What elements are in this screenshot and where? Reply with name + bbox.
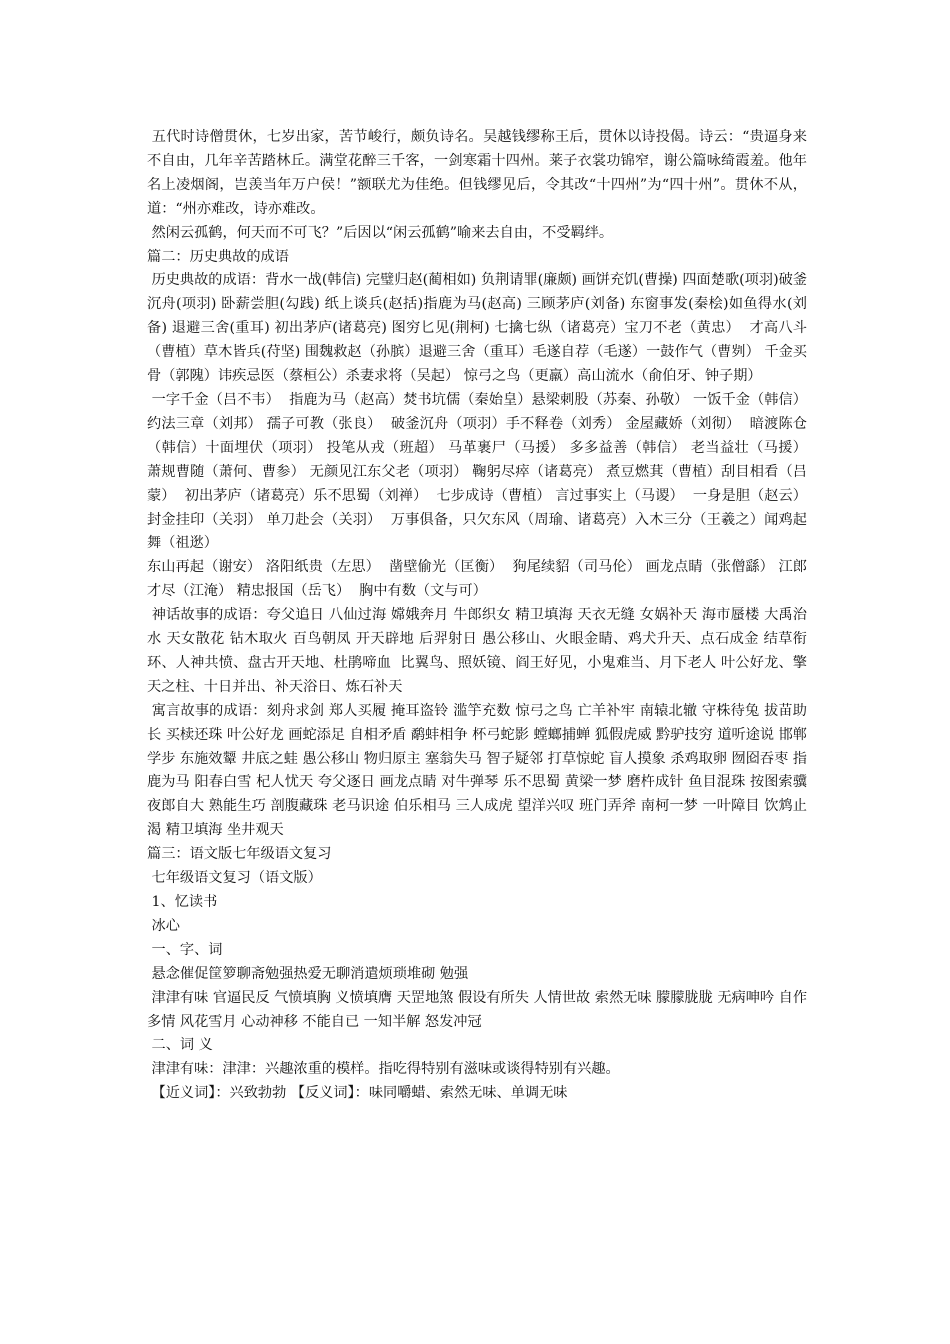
- section-heading-part-three: 篇三：语文版七年级语文复习: [147, 846, 332, 863]
- subsection-heading-meanings: 二、词 义: [147, 1037, 213, 1054]
- lesson-author: 冰心: [147, 917, 180, 934]
- paragraph-guanxiu-story: 五代时诗僧贯休，七岁出家，苦节峻行，颇负诗名。吴越钱缪称王后，贯休以诗投偈。诗云：“贵逼身来不自由，几年辛苦踏林丘。满堂花醉三千客，一剑寒霜十四州。莱子衣裳功锦窄，谢公篇咏绮霞羞。他年名上凌烟阁，岂羡当年万户侯！”额联尤为佳绝。但钱缪见后，令其改“十四州”为“四十州”。贯休不从，道：“州亦难改，诗亦难改。: [147, 129, 807, 217]
- paragraph-myth-idioms: 神话故事的成语：夸父追日 八仙过海 嫦娥奔月 牛郎织女 精卫填海 天衣无缝 女娲补天 海市蜃楼 大禹治水 天女散花 钻木取火 百鸟朝凤 开天辟地 后羿射日 愚公移山、火眼金睛、鸡犬升天、点石成金 结草衔环、人神共愤、盘古开天地、杜鹃啼血 比翼鸟、照妖镜、阎王好见，小鬼难当、月下老人 叶公好龙、擎天之柱、十日并出、补天浴日、炼石补天: [147, 607, 807, 695]
- paragraph-definition: 津津有味：津津：兴趣浓重的模样。指吃得特别有滋味或谈得特别有兴趣。: [147, 1061, 620, 1078]
- paragraph-phrase-list: 津津有味 官逼民反 气愤填胸 义愤填膺 天罡地煞 假设有所失 人情世故 索然无味 朦朦胧胧 无病呻吟 自作多情 风花雪月 心动神移 不能自已 一知半解 怒发冲冠: [147, 989, 808, 1030]
- subsection-heading-words: 一、字、词: [147, 941, 223, 958]
- paragraph-history-idioms-extra: 东山再起（谢安） 洛阳纸贵（左思） 凿壁偷光（匡衡） 狗尾续貂（司马伦） 画龙点睛（张僧繇） 江郎才尽（江淹） 精忠报国（岳飞） 胸中有数（文与可）: [147, 559, 807, 600]
- document-body: [147, 126, 817, 1106]
- review-title: 七年级语文复习（语文版）: [147, 870, 322, 887]
- section-heading-part-two: 篇二：历史典故的成语: [147, 248, 289, 265]
- lesson-title: 1、忆读书: [147, 894, 218, 910]
- paragraph-history-idioms: 历史典故的成语：背水一战(韩信) 完璧归赵(蔺相如) 负荆请罪(廉颇) 画饼充饥(曹操) 四面楚歌(项羽)破釜沉舟(项羽) 卧薪尝胆(勾践) 纸上谈兵(赵括)指鹿为马(赵高) 三顾茅庐(刘备) 东窗事发(秦桧)如鱼得水(刘备) 退避三舍(重耳) 初出茅庐(诸葛亮) 图穷匕见(荆柯) 七擒七纵（诸葛亮）宝刀不老（黄忠） 才高八斗（曹植）草木皆兵(苻坚) 围魏救赵（孙膑）退避三舍（重耳）毛遂自荐（毛遂）一鼓作气（曹刿） 千金买骨（郭隗）讳疾忌医（蔡桓公）杀妻求将（吴起） 惊弓之鸟（更羸）高山流水（俞伯牙、钟子期）: [147, 272, 807, 385]
- paragraph-synonyms-antonyms: 【近义词】：兴致勃勃 【反义词】：味同嚼蜡、索然无味、单调无味: [147, 1085, 568, 1102]
- paragraph-history-idioms-more: 一字千金（吕不韦） 指鹿为马（赵高）焚书坑儒（秦始皇）悬梁刺股（苏秦、孙敬） 一饭千金（韩信）约法三章（刘邦） 孺子可教（张良） 破釜沉舟（项羽）手不释卷（刘秀） 金屋藏娇（刘彻） 暗渡陈仓（韩信）十面埋伏（项羽） 投笔从戎（班超） 马革裹尸（马援） 多多益善（韩信） 老当益壮（马援） 萧规曹随（萧何、曹参） 无颜见江东父老（项羽） 鞠躬尽瘁（诸葛亮） 煮豆燃萁（曹植）刮目相看（吕蒙） 初出茅庐（诸葛亮）乐不思蜀（刘禅） 七步成诗（曹植） 言过事实上（马谡） 一身是胆（赵云） 封金挂印（关羽） 单刀赴会（关羽） 万事俱备，只欠东风（周瑜、诸葛亮）入木三分（王羲之）闻鸡起舞（祖逖）: [147, 391, 817, 552]
- paragraph-word-list: 悬念催促筐箩聊斋勉强热爱无聊消遣烦琐堆砌 勉强: [147, 965, 469, 982]
- paragraph-guanxiu-ending: 然闲云孤鹤，何天而不可飞？”后因以“闲云孤鹤”喻来去自由，不受羁绊。: [147, 224, 614, 241]
- paragraph-fable-idioms: 寓言故事的成语：刻舟求剑 郑人买履 掩耳盗铃 滥竽充数 惊弓之鸟 亡羊补牢 南辕北辙 守株待兔 拔苗助长 买椟还珠 叶公好龙 画蛇添足 自相矛盾 鹬蚌相争 杯弓蛇影 螳螂捕蝉 狐假虎威 黔驴技穷 道听途说 邯郸学步 东施效颦 井底之蛙 愚公移山 物归原主 塞翁失马 智子疑邻 打草惊蛇 盲人摸象 杀鸡取卵 囫囵吞枣 指鹿为马 阳春白雪 杞人忧天 夸父逐日 画龙点睛 对牛弹琴 乐不思蜀 黄梁一梦 磨杵成针 鱼目混珠 按图索骥 夜郎自大 熟能生巧 剖腹藏珠 老马识途 伯乐相马 三人成虎 望洋兴叹 班门弄斧 南柯一梦 一叶障目 饮鸩止渴 精卫填海 坐井观天: [147, 702, 812, 839]
